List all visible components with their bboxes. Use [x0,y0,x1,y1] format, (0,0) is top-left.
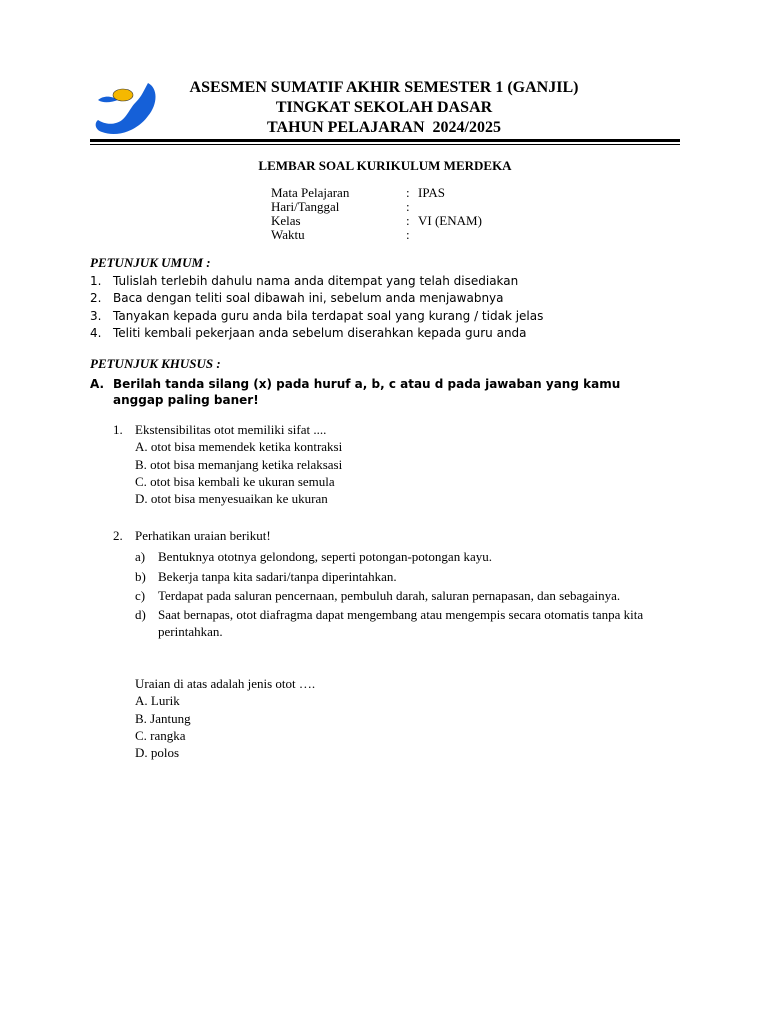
statement-text: Terdapat pada saluran pencernaan, pembuluh darah, saluran pernapasan, dan sebagainya. [158,587,621,603]
general-instructions-heading: PETUNJUK UMUM : [90,255,211,270]
list-item [135,587,673,604]
info-row-class [271,214,618,228]
info-label: Waktu [271,227,305,242]
list-item-text: Tanyakan kepada guru anda bila terdapat soal yang kurang / tidak jelas [113,308,544,323]
question-stem: Perhatikan uraian berikut! [135,528,271,543]
list-item-text: Tulislah terlebih dahulu nama anda ditempat yang telah disediakan [113,273,519,288]
answer-option-d: D. polos [135,745,180,761]
answer-option-c: C. otot bisa kembali ke ukuran semula [135,473,335,489]
info-row-time [271,228,618,242]
answer-option-a: A. otot bisa memendek ketika kontraksi [135,439,343,455]
statement-letter: b) [135,568,146,584]
answer-option-d: D. otot bisa menyesuaikan ke ukuran [135,491,328,507]
info-colon: : [406,185,410,200]
special-instructions-heading: PETUNJUK KHUSUS : [90,356,221,371]
list-item [90,325,690,343]
list-item [135,568,673,585]
header-rule-thin [90,144,680,145]
info-value [418,228,618,242]
answer-option-a: A. Lurik [135,693,180,709]
list-item-number: 1. [90,273,102,288]
statement-letter: c) [135,587,146,603]
info-value [418,200,618,214]
answer-option-b: B. otot bisa memanjang ketika relaksasi [135,456,343,472]
info-row-date [271,200,618,214]
question-1 [113,421,673,507]
question-2 [113,527,673,643]
list-item [90,307,690,325]
answer-option-b: B. Jantung [135,710,191,726]
question-stem: Ekstensibilitas otot memiliki sifat .... [135,422,327,437]
info-colon: : [406,227,410,242]
sheet-title: LEMBAR SOAL KURIKULUM MERDEKA [258,158,512,173]
header-line-2: TINGKAT SEKOLAH DASAR [275,99,493,116]
header-line-3: TAHUN PELAJARAN 2024/2025 [267,119,501,136]
question-number: 1. [113,422,123,437]
exam-header [150,78,618,138]
info-label: Hari/Tanggal [271,199,340,214]
list-item-number: 4. [90,326,102,341]
header-rule-thick [90,139,680,142]
statement-text: Bentuknya ototnya gelondong, seperti potongan-potongan kayu. [158,549,492,565]
list-item-text: Teliti kembali pekerjaan anda sebelum diserahkan kepada guru anda [113,326,527,341]
statement-letter: a) [135,549,146,565]
info-label: Kelas [271,213,301,228]
info-table [271,186,618,242]
general-instructions-list [90,272,690,342]
list-item-number: 2. [90,291,102,306]
info-colon: : [406,199,410,214]
info-colon: : [406,213,410,228]
list-item-number: 3. [90,308,102,323]
list-item [90,290,690,308]
statement-letter: d) [135,607,146,623]
list-item-text: Baca dengan teliti soal dibawah ini, sebelum anda menjawabnya [113,291,504,306]
info-row-subject [271,186,618,200]
question-prompt: Uraian di atas adalah jenis otot …. [135,676,316,691]
info-value: VI (ENAM) [418,213,482,228]
list-item [135,606,673,641]
question-2-answers [135,675,315,761]
statement-list [113,548,673,640]
info-value: IPAS [418,185,445,200]
special-instruction [90,376,690,408]
answer-option-c: C. rangka [135,727,186,743]
instruction-letter: A. [90,377,105,391]
list-item [135,548,673,565]
statement-text: Bekerja tanpa kita sadari/tanpa diperintahkan. [158,568,397,584]
statement-text: Saat bernapas, otot diafragma dapat mengembang atau mengempis secara otomatis tanpa kita perintahkan. [158,607,644,640]
header-line-1: ASESMEN SUMATIF AKHIR SEMESTER 1 (GANJIL) [189,79,579,96]
instruction-text: Berilah tanda silang (x) pada huruf a, b, c atau d pada jawaban yang kamu anggap paling baner! [113,377,621,407]
question-number: 2. [113,528,123,543]
info-label: Mata Pelajaran [271,185,350,200]
list-item [90,272,690,290]
